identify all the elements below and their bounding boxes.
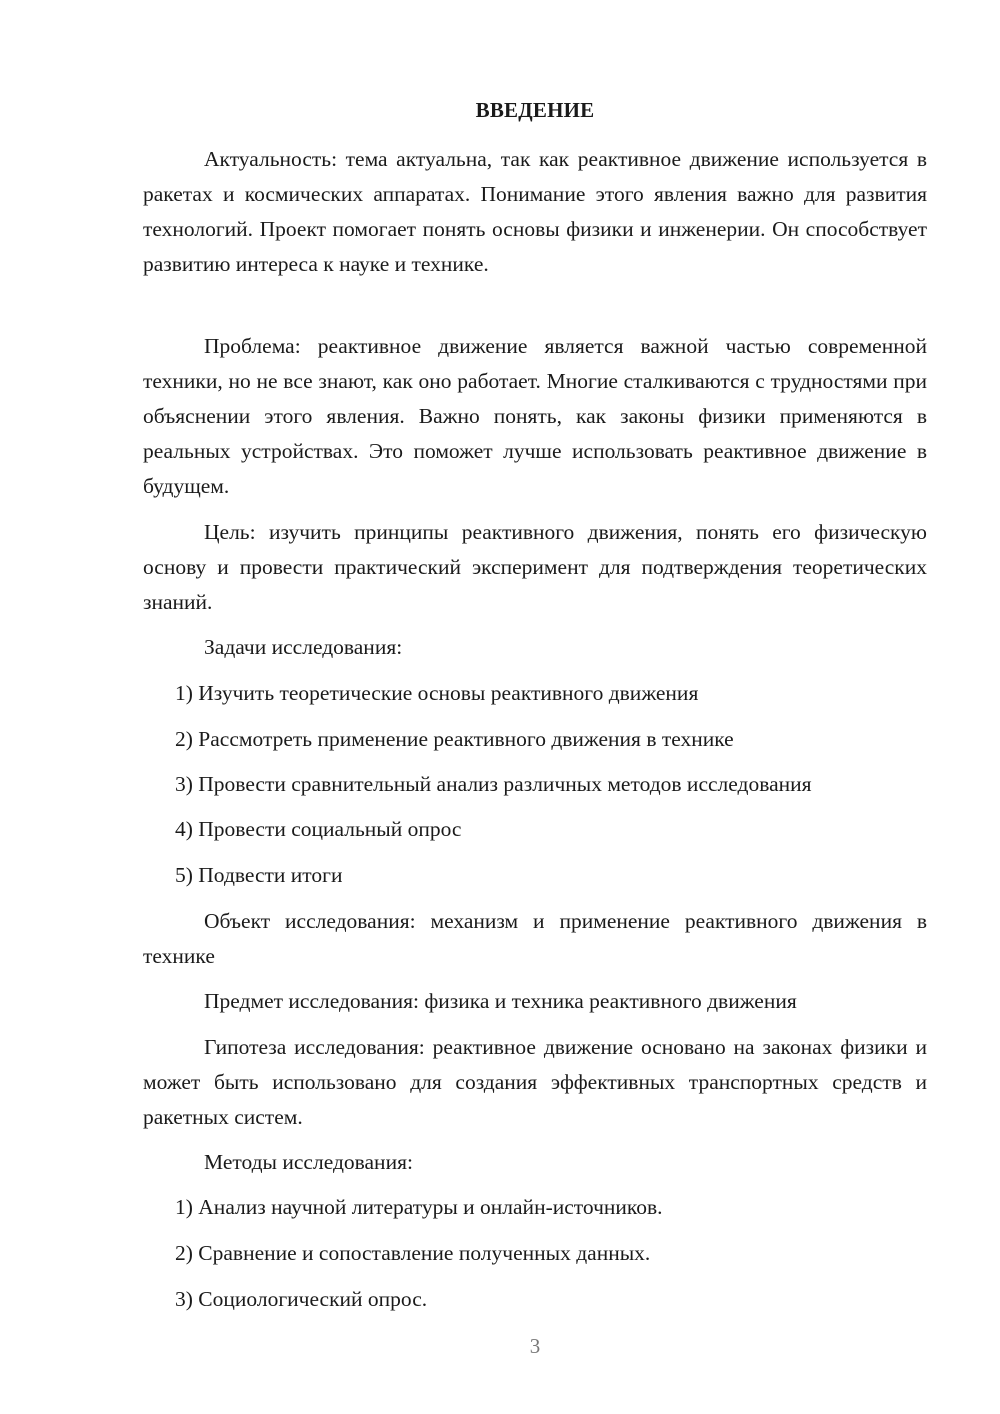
task-item: 2) Рассмотреть применение реактивного движения в технике bbox=[175, 727, 734, 751]
tasks-heading: Задачи исследования: bbox=[204, 635, 403, 659]
hypothesis-paragraph: Гипотеза исследования: реактивное движение основано на законах физики и может быть использовано для создания эффективных транспортных средств и ракетных систем. bbox=[143, 1035, 927, 1129]
task-item: 3) Провести сравнительный анализ различных методов исследования bbox=[175, 772, 812, 796]
method-item: 3) Социологический опрос. bbox=[175, 1287, 428, 1311]
page-title: ВВЕДЕНИЕ bbox=[475, 98, 595, 122]
page-number: 3 bbox=[529, 1334, 541, 1358]
task-item: 1) Изучить теоретические основы реактивного движения bbox=[175, 681, 699, 705]
task-item: 4) Провести социальный опрос bbox=[175, 817, 462, 841]
subject-paragraph: Предмет исследования: физика и техника реактивного движения bbox=[204, 989, 797, 1013]
methods-heading: Методы исследования: bbox=[204, 1150, 413, 1174]
problem-paragraph: Проблема: реактивное движение является важной частью современной техники, но не все знают, как оно работает. Многие сталкиваются с трудностями при объяснении этого явления. Важно понять, как законы физики применяются в реальных устройствах. Это поможет лучше использовать реактивное движение в будущем. bbox=[143, 334, 927, 498]
method-item: 2) Сравнение и сопоставление полученных данных. bbox=[175, 1241, 651, 1265]
relevance-paragraph: Актуальность: тема актуальна, так как реактивное движение используется в ракетах и космических аппаратах. Понимание этого явления важно для развития технологий. Проект помогает понять основы физики и инженерии. Он способствует развитию интереса к науке и технике. bbox=[143, 147, 927, 276]
object-paragraph: Объект исследования: механизм и применение реактивного движения в технике bbox=[143, 909, 927, 968]
method-item: 1) Анализ научной литературы и онлайн-источников. bbox=[175, 1195, 663, 1219]
task-item: 5) Подвести итоги bbox=[175, 863, 343, 887]
goal-paragraph: Цель: изучить принципы реактивного движения, понять его физическую основу и провести практический эксперимент для подтверждения теоретических знаний. bbox=[143, 520, 927, 614]
